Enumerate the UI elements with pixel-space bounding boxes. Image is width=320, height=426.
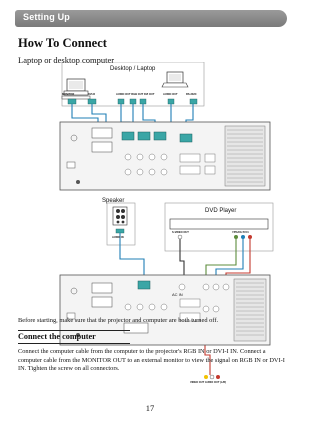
section-body: Connect the computer cable from the computer to the projector's RGB IN or DVI-I IN. Connect a computer cable from the MONITOR OUT to an external monitor to view the signal on RGB IN or DVI-I IN. Tighten the screw on all connectors. <box>18 348 285 373</box>
audio-out-port-label: AUDIO OUT <box>163 93 178 96</box>
pre-connection-note: Before starting, make sure that the projector and computer are both turned off. <box>18 317 219 324</box>
section-header-bar <box>15 10 287 27</box>
page-number: 17 <box>145 403 155 413</box>
video-audio-out-port-label: VIDEO OUT AUDIO OUT (L/R) <box>190 381 227 384</box>
audio-rgb-out-port-label: AUDIO OUT RGB OUT DVI OUT <box>116 93 155 96</box>
computer-connection-illustration <box>40 62 283 193</box>
projector-rear-panel <box>60 122 270 190</box>
audio-in-port-label: AUDIO IN <box>112 236 124 239</box>
desktop-computer-icon <box>62 79 90 99</box>
speaker-icon <box>113 207 127 233</box>
dvi-d-port-label: DVI-D <box>88 93 96 96</box>
s-video-out-port-label: S-VIDEO OUT <box>172 231 189 234</box>
section-heading: Connect the computer <box>18 330 130 344</box>
dvd-player-label: DVD Player <box>205 208 237 214</box>
computer-connection-diagram <box>40 62 283 193</box>
page-subtitle: Laptop or desktop computer <box>18 55 115 65</box>
ac-in-label: AC IN <box>172 292 183 297</box>
section-header-label: Setting Up <box>23 12 70 22</box>
rs232c-port-label: RS-232C <box>186 93 197 96</box>
computer-ports <box>68 99 197 104</box>
monitor-port-label: MONITOR <box>62 93 75 96</box>
laptop-computer-icon <box>162 72 188 87</box>
component-out-port-label: Y/Pb/Cb Pr/Cr <box>232 231 250 234</box>
dvd-player-icon <box>170 219 268 239</box>
page-title: How To Connect <box>18 36 107 50</box>
desktop-laptop-label: Desktop / Laptop <box>110 66 156 72</box>
video-audio-out-connector <box>204 375 220 379</box>
speaker-label: Speaker <box>102 198 125 204</box>
